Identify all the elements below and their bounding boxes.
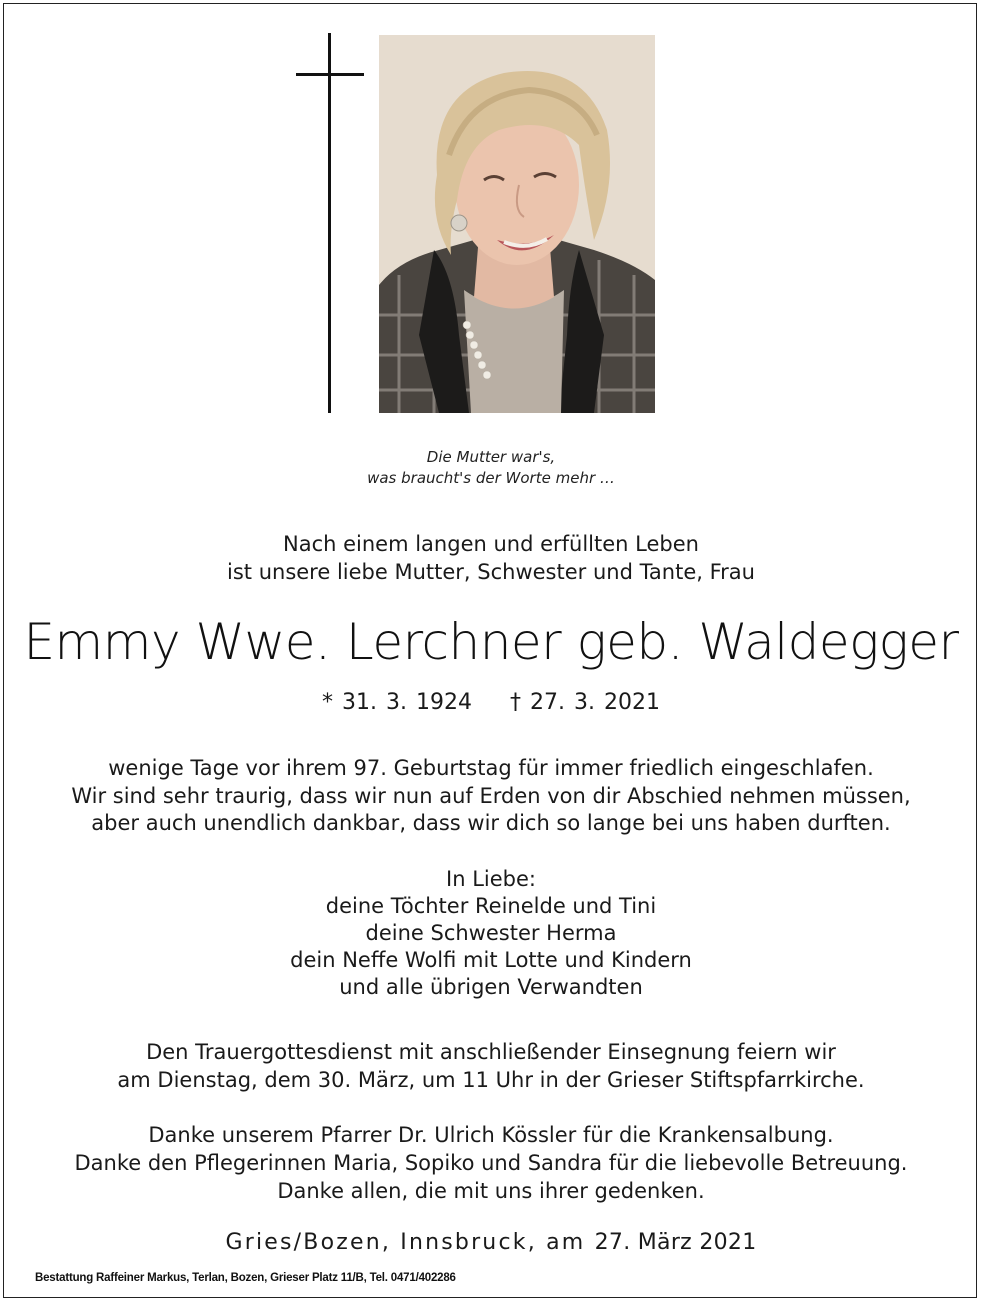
message-text (0, 755, 982, 838)
thanks-line: Danke den Pflegerinnen Maria, Sopiko und Sandra für die liebevolle Betreuung. (74, 1151, 908, 1175)
birth-date: * 31. 3. 1924 (322, 690, 472, 715)
intro-line: Nach einem langen und erfüllten Leben (283, 532, 699, 556)
mourner-line: dein Neffe Wolfi mit Lotte und Kindern (290, 948, 692, 972)
intro-line: ist unsere liebe Mutter, Schwester und Tante, Frau (227, 560, 755, 584)
portrait-photo (379, 35, 655, 413)
motto-line: was braucht's der Worte mehr … (367, 469, 615, 487)
death-date: † 27. 3. 2021 (510, 690, 660, 715)
message-line: wenige Tage vor ihrem 97. Geburtstag für immer friedlich eingeschlafen. (108, 756, 874, 780)
service-line: am Dienstag, dem 30. März, um 11 Uhr in der Grieser Stiftspfarrkirche. (117, 1068, 865, 1092)
thanks-line: Danke unserem Pfarrer Dr. Ulrich Kössler für die Krankensalbung. (148, 1123, 834, 1147)
message-line: Wir sind sehr traurig, dass wir nun auf Erden von dir Abschied nehmen müssen, (71, 783, 911, 808)
place-date (0, 1228, 982, 1258)
thanks-text (0, 1121, 982, 1205)
message-line: aber auch unendlich dankbar, dass wir dich so lange bei uns haben durften. (91, 811, 891, 835)
service-line: Den Trauergottesdienst mit anschließender Einsegnung feiern wir (146, 1040, 836, 1064)
intro-text (0, 530, 982, 586)
place: Gries/Bozen, Innsbruck, am (225, 1230, 586, 1255)
service-info (0, 1038, 982, 1094)
mourner-line: und alle übrigen Verwandten (339, 975, 643, 999)
mourner-line: deine Schwester Herma (365, 921, 617, 945)
mourner-line: deine Töchter Reinelde und Tini (325, 894, 657, 918)
life-dates (0, 688, 982, 718)
date: 27. März 2021 (594, 1230, 757, 1255)
motto (0, 447, 982, 489)
mourners-list (0, 866, 982, 1001)
deceased-name: Emmy Wwe. Lerchner geb. Waldegger (23, 613, 959, 671)
thanks-line: Danke allen, die mit uns ihrer gedenken. (277, 1179, 705, 1203)
undertaker-footer: Bestattung Raffeiner Markus, Terlan, Bozen, Grieser Platz 11/B, Tel. 0471/402286 (35, 1272, 456, 1284)
mourners-heading: In Liebe: (446, 867, 536, 891)
motto-line: Die Mutter war's, (426, 448, 556, 466)
